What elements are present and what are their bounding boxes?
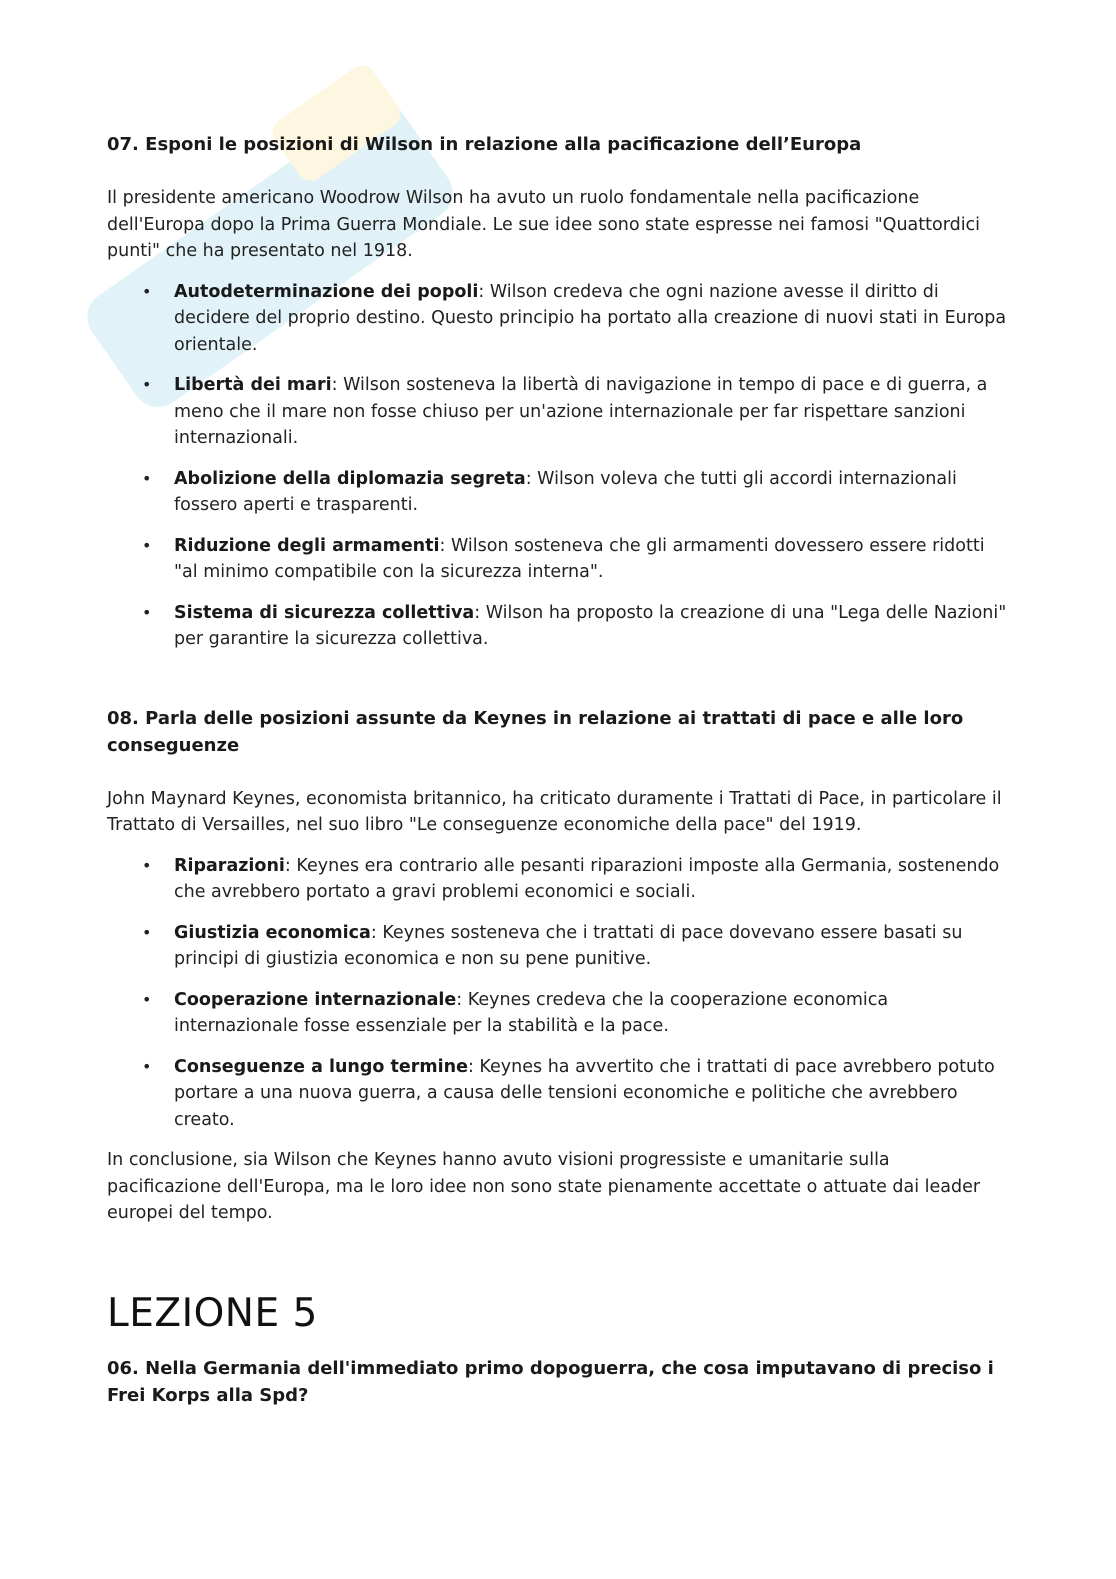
list-item: • Giustizia economica: Keynes sosteneva che i trattati di pace dovevano essere basati su principi di giustizia economica e non su pene punitive. bbox=[174, 920, 1007, 973]
question-07-heading: 07. Esponi le posizioni di Wilson in relazione alla pacificazione dell’Europa bbox=[107, 134, 862, 155]
question-06-heading: 06. Nella Germania dell'immediato primo dopoguerra, che cosa imputavano di preciso i Frei Korps alla Spd? bbox=[107, 1357, 994, 1406]
list-item: • Sistema di sicurezza collettiva: Wilson ha proposto la creazione di una "Lega delle Nazioni" per garantire la sicurezza collettiva. bbox=[174, 600, 1007, 653]
bullet-icon: • bbox=[142, 468, 152, 488]
list-item: • Autodeterminazione dei popoli: Wilson credeva che ogni nazione avesse il diritto di decidere del proprio destino. Questo principio ha portato alla creazione di nuovi stati in Europa orientale. bbox=[174, 279, 1007, 359]
bullet-icon: • bbox=[142, 989, 152, 1009]
list-item: • Libertà dei mari: Wilson sosteneva la libertà di navigazione in tempo di pace e di guerra, a meno che il mare non fosse chiuso per un'azione internazionale per far rispettare sanzioni internazionali. bbox=[174, 372, 1007, 452]
list-item: • Cooperazione internazionale: Keynes credeva che la cooperazione economica internazionale fosse essenziale per la stabilità e la pace. bbox=[174, 987, 1007, 1040]
bullet-icon: • bbox=[142, 1056, 152, 1076]
bullet-icon: • bbox=[142, 922, 152, 942]
section-07-intro: Il presidente americano Woodrow Wilson ha avuto un ruolo fondamentale nella pacificazione dell'Europa dopo la Prima Guerra Mondiale. Le sue idee sono state espresse nei famosi "Quattordici punti" che ha presentato nel 1918. bbox=[107, 188, 981, 261]
lesson-title: LEZIONE 5 bbox=[107, 1290, 318, 1336]
list-item: • Abolizione della diplomazia segreta: Wilson voleva che tutti gli accordi internazionali fossero aperti e trasparenti. bbox=[174, 466, 1007, 519]
section-08-conclusion: In conclusione, sia Wilson che Keynes hanno avuto visioni progressiste e umanitarie sulla pacificazione dell'Europa, ma le loro idee non sono state pienamente accettate o attuate dai leader europei del tempo. bbox=[107, 1150, 981, 1223]
bullet-icon: • bbox=[142, 375, 152, 394]
section-07-points bbox=[107, 279, 1007, 653]
bullet-icon: • bbox=[142, 602, 152, 622]
bullet-icon: • bbox=[142, 535, 152, 555]
list-item: • Riparazioni: Keynes era contrario alle pesanti riparazioni imposte alla Germania, sostenendo che avrebbero portato a gravi problemi economici e sociali. bbox=[174, 853, 1007, 906]
section-08-points bbox=[107, 853, 1007, 1134]
document-page bbox=[107, 128, 1007, 1409]
list-item: • Riduzione degli armamenti: Wilson sosteneva che gli armamenti dovessero essere ridotti "al minimo compatibile con la sicurezza interna". bbox=[174, 533, 1007, 586]
bullet-icon: • bbox=[142, 855, 152, 875]
bullet-icon: • bbox=[142, 281, 152, 301]
list-item: • Conseguenze a lungo termine: Keynes ha avvertito che i trattati di pace avrebbero potuto portare a una nuova guerra, a causa delle tensioni economiche e politiche che avrebbero creato. bbox=[174, 1054, 1007, 1134]
section-08-intro: John Maynard Keynes, economista britannico, ha criticato duramente i Trattati di Pace, in particolare il Trattato di Versailles, nel suo libro "Le conseguenze economiche della pace" del 1919. bbox=[107, 788, 1002, 835]
question-08-heading: 08. Parla delle posizioni assunte da Keynes in relazione ai trattati di pace e alle loro conseguenze bbox=[107, 707, 964, 756]
